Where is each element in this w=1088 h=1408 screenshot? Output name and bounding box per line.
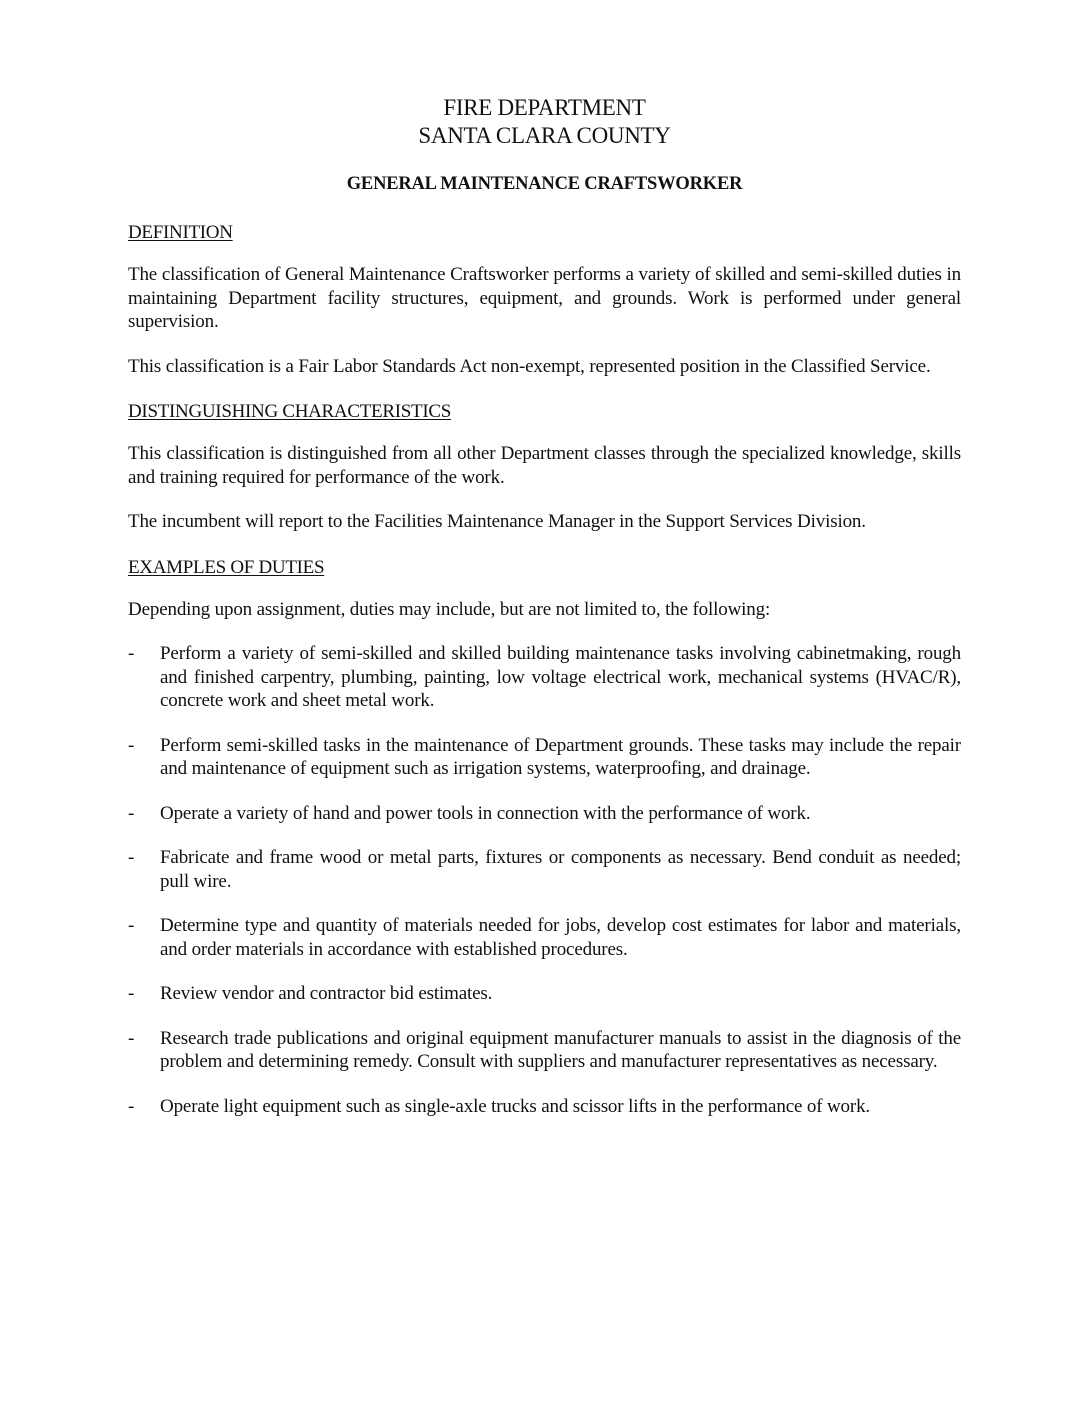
duty-text: Operate light equipment such as single-axle trucks and scissor lifts in the performance of work. (160, 1095, 871, 1117)
job-title: GENERAL MAINTENANCE CRAFTSWORKER (346, 174, 743, 194)
county-name: SANTA CLARA COUNTY (418, 123, 671, 148)
duty-item (128, 802, 961, 826)
duty-item (128, 642, 961, 713)
bullet-dash: - (128, 1027, 135, 1049)
bullet-dash: - (128, 847, 135, 868)
bullet-dash: - (128, 915, 135, 936)
duty-text: Perform semi-skilled tasks in the maintenance of Department grounds. These tasks may include the repair and maintenance of equipment such as irrigation systems, waterproofing, and drainage. (160, 734, 961, 779)
duty-text: Review vendor and contractor bid estimates. (160, 983, 493, 1004)
section-heading-examples-of-duties: EXAMPLES OF DUTIES (128, 556, 325, 578)
duty-item (128, 734, 961, 781)
duty-item (128, 846, 961, 893)
duty-text: Determine type and quantity of materials needed for jobs, develop cost estimates for labor and materials, and order materials in accordance with established procedures. (160, 915, 961, 960)
duty-item (128, 1095, 961, 1119)
bullet-dash: - (128, 643, 135, 664)
duty-text: Perform a variety of semi-skilled and skilled building maintenance tasks involving cabinetmaking, rough and finished carpentry, plumbing, painting, low voltage electrical work, mechanical systems (HVAC/R), concrete work and sheet metal work. (160, 643, 961, 711)
duty-text: Operate a variety of hand and power tools in connection with the performance of work. (160, 802, 811, 824)
duty-text: Research trade publications and original equipment manufacturer manuals to assist in the diagnosis of the problem and determining remedy. Consult with suppliers and manufacturer representatives as necessary. (160, 1027, 961, 1072)
section-heading-distinguishing-characteristics: DISTINGUISHING CHARACTERISTICS (128, 401, 451, 422)
duties-intro: Depending upon assignment, duties may include, but are not limited to, the following: (128, 598, 771, 620)
duty-item (128, 982, 961, 1006)
bullet-dash: - (128, 734, 135, 756)
bullet-dash: - (128, 983, 135, 1004)
duty-text: Fabricate and frame wood or metal parts, fixtures or components as necessary. Bend conduit as needed; pull wire. (160, 847, 961, 892)
distinguishing-paragraph: This classification is distinguished from all other Department classes through the specialized knowledge, skills and training required for performance of the work. (128, 443, 961, 488)
duty-item (128, 914, 961, 961)
duty-item (128, 1027, 961, 1074)
duties-list (128, 642, 961, 1118)
definition-paragraph: The classification of General Maintenance Craftsworker performs a variety of skilled and semi-skilled duties in maintaining Department facility structures, equipment, and grounds. Work is performed under general supervision. (128, 264, 961, 332)
bullet-dash: - (128, 802, 135, 824)
document-page (128, 94, 961, 1139)
department-name: FIRE DEPARTMENT (443, 95, 646, 120)
section-heading-definition: DEFINITION (128, 222, 233, 243)
distinguishing-paragraph: The incumbent will report to the Facilities Maintenance Manager in the Support Services Division. (128, 511, 866, 532)
bullet-dash: - (128, 1095, 135, 1117)
definition-paragraph: This classification is a Fair Labor Standards Act non-exempt, represented position in the Classified Service. (128, 355, 931, 377)
